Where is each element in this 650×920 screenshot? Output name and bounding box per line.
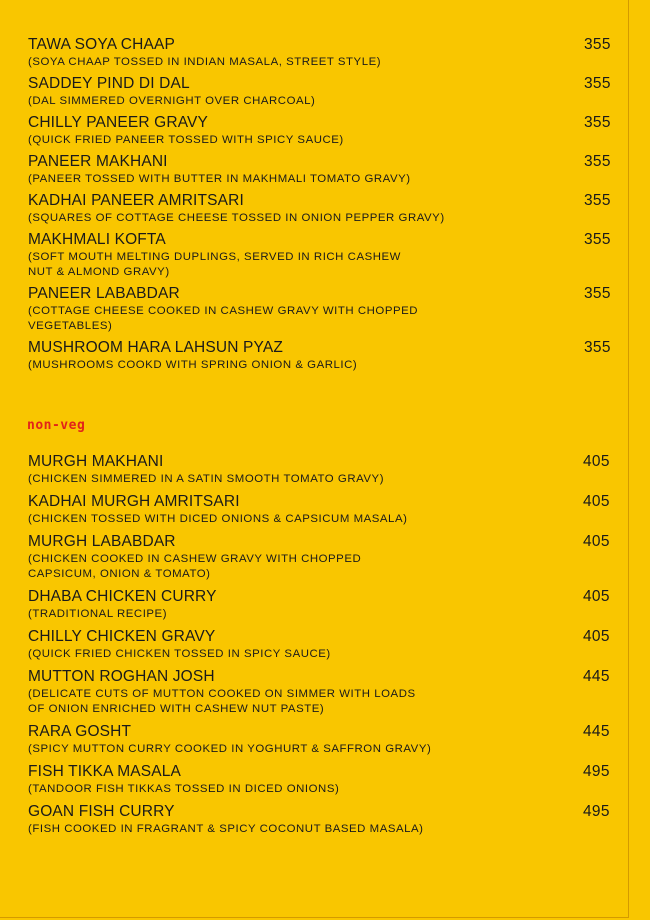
dish-name: KADHAI MURGH AMRITSARI: [28, 493, 240, 510]
dish-price: 355: [584, 114, 611, 131]
menu-item: [28, 231, 620, 280]
menu-item: [28, 763, 620, 797]
dish-price: 445: [583, 723, 610, 740]
dish-description: (TANDOOR FISH TIKKAS TOSSED IN DICED ONIONS): [28, 783, 340, 795]
dish-price: 405: [583, 493, 610, 510]
menu-item: [28, 668, 620, 717]
dish-price: 355: [584, 339, 611, 356]
dish-price: 355: [584, 75, 611, 92]
dish-price: 405: [583, 628, 610, 645]
dish-description: [28, 551, 620, 582]
dish-name: PANEER LABABDAR: [28, 285, 180, 302]
dish-name: TAWA SOYA CHAAP: [28, 36, 175, 53]
dish-price: 355: [584, 285, 611, 302]
dish-description-line: (COTTAGE CHEESE COOKED IN CASHEW GRAVY WITH CHOPPED: [28, 305, 419, 317]
dish-name: GOAN FISH CURRY: [28, 803, 175, 820]
menu-item: [28, 339, 620, 373]
section-heading-non-veg: non-veg: [27, 418, 86, 433]
veg-menu-list: [28, 36, 620, 378]
dish-description-line: CAPSICUM, ONION & TOMATO): [28, 568, 211, 580]
dish-price: 405: [583, 453, 610, 470]
menu-item: [28, 588, 620, 622]
dish-description: (PANEER TOSSED WITH BUTTER IN MAKHMALI TOMATO GRAVY): [28, 173, 411, 185]
dish-description-line: (DELICATE CUTS OF MUTTON COOKED ON SIMMER WITH LOADS: [28, 688, 416, 700]
dish-price: 495: [583, 763, 610, 780]
menu-item: [28, 285, 620, 334]
dish-description: (TRADITIONAL RECIPE): [28, 608, 168, 620]
dish-name: FISH TIKKA MASALA: [28, 763, 182, 780]
dish-price: 355: [584, 36, 611, 53]
menu-item: [28, 533, 620, 582]
dish-description-line: (SOFT MOUTH MELTING DUPLINGS, SERVED IN RICH CASHEW: [28, 251, 401, 263]
menu-item: [28, 114, 620, 148]
dish-name: CHILLY CHICKEN GRAVY: [28, 628, 216, 645]
menu-item: [28, 153, 620, 187]
nonveg-menu-list: [28, 453, 620, 843]
dish-description: [28, 249, 620, 280]
menu-item: [28, 723, 620, 757]
menu-item: [28, 453, 620, 487]
dish-price: 355: [584, 231, 611, 248]
menu-item: [28, 493, 620, 527]
menu-item: [28, 192, 620, 226]
dish-price: 405: [583, 533, 610, 550]
dish-description-line: NUT & ALMOND GRAVY): [28, 266, 170, 278]
menu-item: [28, 628, 620, 662]
dish-price: 495: [583, 803, 610, 820]
dish-description: (SOYA CHAAP TOSSED IN INDIAN MASALA, STREET STYLE): [28, 56, 382, 68]
menu-item: [28, 75, 620, 109]
dish-name: MUSHROOM HARA LAHSUN PYAZ: [28, 339, 283, 356]
dish-description: (DAL SIMMERED OVERNIGHT OVER CHARCOAL): [28, 95, 316, 107]
dish-description: (SQUARES OF COTTAGE CHEESE TOSSED IN ONION PEPPER GRAVY): [28, 212, 445, 224]
dish-description: [28, 686, 620, 717]
dish-description: (SPICY MUTTON CURRY COOKED IN YOGHURT & SAFFRON GRAVY): [28, 743, 432, 755]
dish-price: 405: [583, 588, 610, 605]
dish-name: PANEER MAKHANI: [28, 153, 168, 170]
dish-description: [28, 303, 620, 334]
dish-name: MAKHMALI KOFTA: [28, 231, 166, 248]
dish-description-line: (CHICKEN COOKED IN CASHEW GRAVY WITH CHOPPED: [28, 553, 362, 565]
dish-price: 445: [583, 668, 610, 685]
dish-price: 355: [584, 153, 611, 170]
dish-description: (QUICK FRIED PANEER TOSSED WITH SPICY SAUCE): [28, 134, 344, 146]
dish-description: (FISH COOKED IN FRAGRANT & SPICY COCONUT BASED MASALA): [28, 823, 424, 835]
dish-name: CHILLY PANEER GRAVY: [28, 114, 209, 131]
dish-description: (CHICKEN SIMMERED IN A SATIN SMOOTH TOMATO GRAVY): [28, 473, 385, 485]
dish-name: KADHAI PANEER AMRITSARI: [28, 192, 244, 209]
dish-name: MURGH MAKHANI: [28, 453, 164, 470]
dish-name: DHABA CHICKEN CURRY: [28, 588, 217, 605]
dish-name: MUTTON ROGHAN JOSH: [28, 668, 215, 685]
dish-description: (MUSHROOMS COOKD WITH SPRING ONION & GARLIC): [28, 359, 358, 371]
dish-description-line: VEGETABLES): [28, 320, 113, 332]
dish-description: (QUICK FRIED CHICKEN TOSSED IN SPICY SAUCE): [28, 648, 331, 660]
dish-name: SADDEY PIND DI DAL: [28, 75, 190, 92]
menu-item: [28, 803, 620, 837]
dish-name: RARA GOSHT: [28, 723, 132, 740]
dish-description-line: OF ONION ENRICHED WITH CASHEW NUT PASTE): [28, 703, 325, 715]
dish-name: MURGH LABABDAR: [28, 533, 176, 550]
dish-description: (CHICKEN TOSSED WITH DICED ONIONS & CAPSICUM MASALA): [28, 513, 408, 525]
dish-price: 355: [584, 192, 611, 209]
menu-item: [28, 36, 620, 70]
